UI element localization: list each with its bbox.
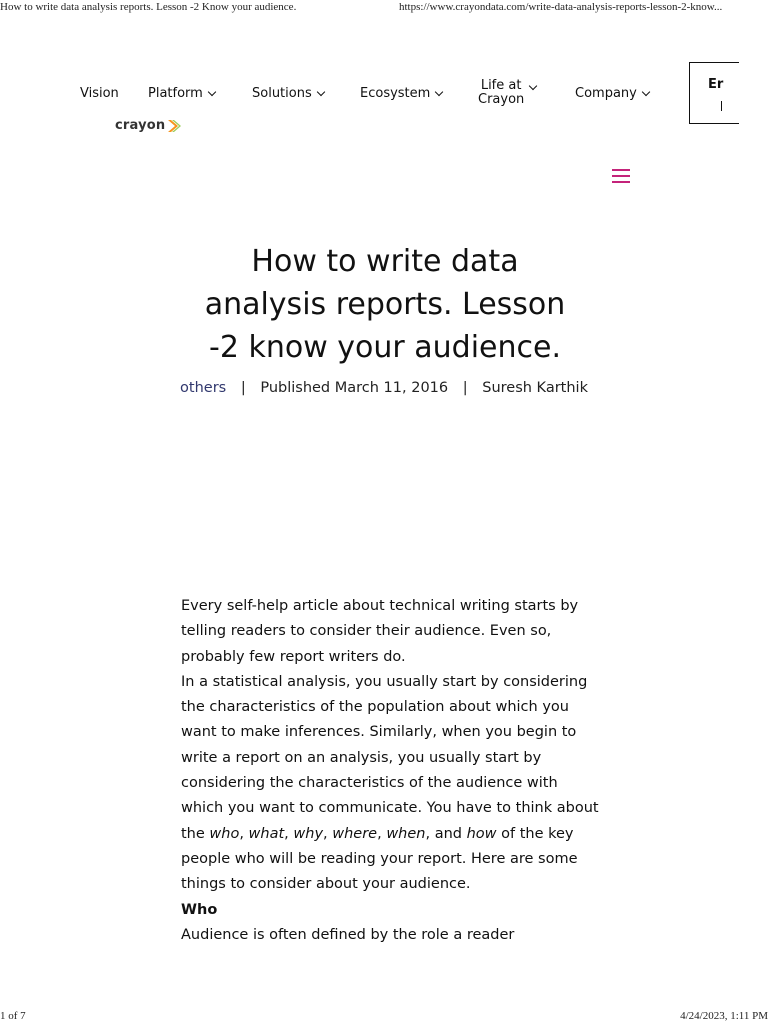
chevron-down-icon	[435, 87, 443, 95]
article-emphasis: where	[332, 825, 378, 842]
nav-item-label: Solutions	[252, 86, 312, 101]
article-paragraph: Every self-help article about technical writing starts by telling readers to consider their audience. Even so, probably few report writers do.	[181, 598, 579, 665]
chevron-down-icon	[208, 87, 216, 95]
nav-item-life-at-crayon[interactable]	[478, 79, 536, 107]
nav-item-label-line2: Crayon	[478, 92, 525, 107]
article-emphasis: when	[386, 825, 426, 842]
logo-chevron-icon	[167, 119, 181, 133]
nav-item-label	[478, 79, 524, 107]
print-header	[0, 1, 768, 17]
article-emphasis: who	[209, 825, 240, 842]
logo[interactable]	[115, 118, 181, 133]
page-title-line: How to write data	[251, 244, 519, 279]
nav-item-vision[interactable]	[80, 86, 119, 101]
chevron-down-icon	[642, 87, 650, 95]
page-title	[170, 240, 600, 369]
chevron-down-icon	[529, 82, 537, 90]
chevron-down-icon	[316, 87, 324, 95]
print-header-title: How to write data analysis reports. Lesson -2 Know your audience.	[0, 1, 297, 13]
post-author: Suresh Karthik	[482, 380, 588, 396]
nav-item-label: Ecosystem	[360, 86, 431, 101]
cta-button-underline	[721, 101, 722, 111]
nav-item-solutions[interactable]	[252, 86, 324, 101]
print-footer-page: 1 of 7	[0, 1010, 26, 1022]
page-title-line: analysis reports. Lesson	[204, 287, 566, 322]
hamburger-icon[interactable]	[612, 169, 630, 183]
article-body	[181, 594, 601, 948]
article-emphasis: how	[466, 825, 497, 842]
nav-item-label-line1: Life at	[480, 78, 522, 93]
print-footer-datetime: 4/24/2023, 1:11 PM	[680, 1010, 768, 1022]
nav-item-label: Platform	[148, 86, 203, 101]
meta-separator: |	[240, 380, 246, 396]
post-published-date: Published March 11, 2016	[260, 380, 449, 396]
nav-item-company[interactable]	[575, 86, 649, 101]
article-subheading: Who	[181, 901, 218, 918]
article-paragraph: Audience is often defined by the role a reader	[181, 926, 515, 943]
print-header-url: https://www.crayondata.com/write-data-analysis-reports-lesson-2-know...	[399, 1, 723, 13]
nav-item-platform[interactable]	[148, 86, 215, 101]
cta-button-label: Er	[708, 77, 724, 92]
page-title-line: -2 know your audience.	[209, 330, 561, 365]
main-nav	[0, 78, 768, 118]
logo-text: crayon	[115, 118, 166, 133]
nav-item-ecosystem[interactable]	[360, 86, 442, 101]
article-text: In a statistical analysis, you usually start by considering the characteristics of the population about which you want to make inferences. Similarly, when you begin to write a report on an analysis, you usually start by considering the characteristics of the audience with which you want to communicate. You have to think about the	[181, 673, 599, 842]
nav-item-label: Company	[575, 86, 637, 101]
nav-item-label: Vision	[80, 86, 119, 101]
article-text: and	[434, 825, 462, 842]
article-text: of the key people who will be reading your report. Here are some things to consider about your audience.	[181, 825, 578, 893]
article-emphasis: why	[293, 825, 324, 842]
post-category-link[interactable]: others	[180, 380, 227, 396]
post-meta	[0, 380, 768, 396]
article-emphasis: what	[248, 825, 285, 842]
meta-separator: |	[462, 380, 468, 396]
cta-button[interactable]	[689, 62, 739, 124]
article-paragraph: In a statistical analysis, you usually start by considering the characteristics of the population about which you want to make inferences. Similarly, when you begin to write a report on an analysis, you usually start by considering the characteristics of the audience with which you want to communicate. You have to think about the who, what, why, where, when, and how of the key people who will be reading your report. Here are some things to consider about your audience.	[181, 673, 599, 893]
